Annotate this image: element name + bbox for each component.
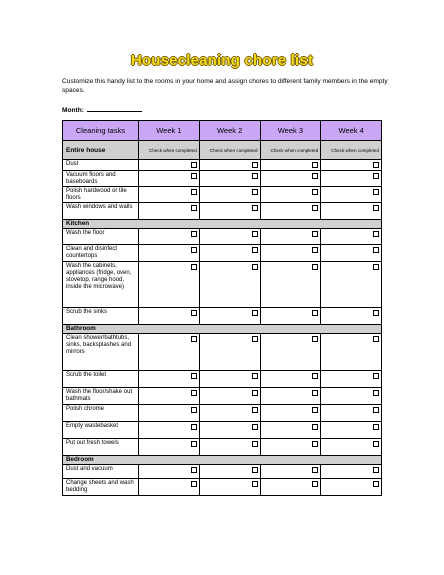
section-label: Kitchen [63, 219, 382, 228]
task-row [63, 404, 382, 421]
week-2-cell [199, 186, 260, 202]
header-week-2: Week 2 [199, 121, 260, 141]
checkbox[interactable] [252, 310, 258, 316]
week-4-cell [321, 438, 382, 455]
checkbox[interactable] [312, 189, 318, 195]
week-2-cell [199, 404, 260, 421]
week-3-cell [260, 464, 321, 478]
task-row [63, 421, 382, 438]
checkbox[interactable] [312, 231, 318, 237]
checkbox[interactable] [252, 424, 258, 430]
week-4-cell [321, 464, 382, 478]
checkbox[interactable] [252, 173, 258, 179]
header-week-3: Week 3 [260, 121, 321, 141]
section-row [63, 324, 382, 333]
checkbox[interactable] [252, 373, 258, 379]
task-row [63, 464, 382, 478]
checkbox[interactable] [373, 189, 379, 195]
task-label: Empty wastebasket [63, 421, 139, 438]
section-label: Bathroom [63, 324, 382, 333]
week-3-cell [260, 244, 321, 261]
section-label: Bedroom [63, 455, 382, 464]
week-4-cell [321, 261, 382, 307]
section-row-entire-house [63, 141, 382, 160]
week-4-cell [321, 307, 382, 324]
week-2-cell [199, 478, 260, 495]
month-field[interactable] [62, 105, 142, 114]
checkbox[interactable] [312, 173, 318, 179]
header-row [63, 121, 382, 141]
checkbox[interactable] [373, 264, 379, 270]
week-4-cell [321, 478, 382, 495]
checkbox[interactable] [191, 407, 197, 413]
week-3-cell [260, 160, 321, 171]
section-label: Entire house [63, 141, 139, 160]
week-1-cell [139, 438, 200, 455]
checkbox[interactable] [252, 231, 258, 237]
checkbox[interactable] [312, 162, 318, 168]
checkbox[interactable] [312, 336, 318, 342]
week-3-cell [260, 186, 321, 202]
checkbox[interactable] [191, 441, 197, 447]
week-2-cell [199, 261, 260, 307]
week-2-cell [199, 202, 260, 219]
task-row [63, 261, 382, 307]
check-when-completed-label: Check when completed [260, 141, 321, 160]
checkbox[interactable] [191, 467, 197, 473]
task-label: Scrub the toilet [63, 370, 139, 387]
month-blank-line[interactable] [87, 105, 142, 112]
week-2-cell [199, 387, 260, 404]
week-4-cell [321, 404, 382, 421]
checkbox[interactable] [373, 231, 379, 237]
task-row [63, 438, 382, 455]
checkbox[interactable] [312, 467, 318, 473]
checkbox[interactable] [252, 264, 258, 270]
week-2-cell [199, 333, 260, 370]
checkbox[interactable] [191, 162, 197, 168]
week-4-cell [321, 170, 382, 186]
week-3-cell [260, 370, 321, 387]
task-label: Wash the cabinets, appliances (fridge, oven, stovetop, range hood, inside the microwave) [63, 261, 139, 307]
checkbox[interactable] [312, 205, 318, 211]
checkbox[interactable] [312, 310, 318, 316]
checkbox[interactable] [312, 407, 318, 413]
checkbox[interactable] [191, 205, 197, 211]
week-1-cell [139, 202, 200, 219]
week-2-cell [199, 421, 260, 438]
task-label: Put out fresh towels [63, 438, 139, 455]
week-2-cell [199, 307, 260, 324]
checkbox[interactable] [373, 205, 379, 211]
week-1-cell [139, 261, 200, 307]
checkbox[interactable] [373, 424, 379, 430]
week-1-cell [139, 170, 200, 186]
week-1-cell [139, 370, 200, 387]
checkbox[interactable] [373, 481, 379, 487]
task-label: Vacuum floors and baseboards [63, 170, 139, 186]
week-1-cell [139, 160, 200, 171]
week-4-cell [321, 202, 382, 219]
week-3-cell [260, 261, 321, 307]
checkbox[interactable] [191, 173, 197, 179]
checkbox[interactable] [191, 247, 197, 253]
week-4-cell [321, 421, 382, 438]
week-1-cell [139, 244, 200, 261]
checkbox[interactable] [191, 189, 197, 195]
week-2-cell [199, 244, 260, 261]
week-2-cell [199, 170, 260, 186]
checkbox[interactable] [191, 390, 197, 396]
week-3-cell [260, 333, 321, 370]
check-when-completed-label: Check when completed [321, 141, 382, 160]
checkbox[interactable] [373, 310, 379, 316]
task-label: Dust and vacuum [63, 464, 139, 478]
checkbox[interactable] [373, 407, 379, 413]
week-1-cell [139, 404, 200, 421]
week-3-cell [260, 202, 321, 219]
week-3-cell [260, 478, 321, 495]
checkbox[interactable] [252, 481, 258, 487]
header-week-1: Week 1 [139, 121, 200, 141]
task-row [63, 244, 382, 261]
week-3-cell [260, 421, 321, 438]
checkbox[interactable] [373, 162, 379, 168]
checkbox[interactable] [252, 467, 258, 473]
checkbox[interactable] [312, 264, 318, 270]
task-row [63, 387, 382, 404]
checkbox[interactable] [191, 424, 197, 430]
check-when-completed-label: Check when completed [199, 141, 260, 160]
week-1-cell [139, 228, 200, 244]
task-label: Clean shower/bathtubs, sinks, backsplashes and mirrors [63, 333, 139, 370]
task-label: Polish hardwood or tile floors [63, 186, 139, 202]
checkbox[interactable] [373, 173, 379, 179]
chore-table [62, 120, 382, 496]
task-label: Clean and disinfect countertops [63, 244, 139, 261]
week-2-cell [199, 160, 260, 171]
week-1-cell [139, 333, 200, 370]
checkbox[interactable] [312, 441, 318, 447]
checkbox[interactable] [312, 390, 318, 396]
checkbox[interactable] [373, 247, 379, 253]
checkbox[interactable] [373, 373, 379, 379]
checkbox[interactable] [252, 162, 258, 168]
week-4-cell [321, 244, 382, 261]
task-label: Wash windows and walls [63, 202, 139, 219]
checkbox[interactable] [252, 205, 258, 211]
checkbox[interactable] [191, 336, 197, 342]
task-label: Scrub the sinks [63, 307, 139, 324]
checkbox[interactable] [373, 390, 379, 396]
checkbox[interactable] [191, 310, 197, 316]
week-1-cell [139, 307, 200, 324]
header-week-4: Week 4 [321, 121, 382, 141]
checkbox[interactable] [312, 247, 318, 253]
week-3-cell [260, 438, 321, 455]
checkbox[interactable] [191, 373, 197, 379]
week-4-cell [321, 370, 382, 387]
week-1-cell [139, 421, 200, 438]
checkbox[interactable] [191, 481, 197, 487]
checkbox[interactable] [373, 336, 379, 342]
checkbox[interactable] [312, 424, 318, 430]
week-4-cell [321, 160, 382, 171]
task-row [63, 307, 382, 324]
week-2-cell [199, 370, 260, 387]
checkbox[interactable] [252, 336, 258, 342]
checkbox[interactable] [252, 247, 258, 253]
checkbox[interactable] [373, 441, 379, 447]
checkbox[interactable] [252, 407, 258, 413]
check-when-completed-label: Check when completed [139, 141, 200, 160]
checkbox[interactable] [312, 373, 318, 379]
week-1-cell [139, 186, 200, 202]
task-row [63, 478, 382, 495]
week-4-cell [321, 333, 382, 370]
checkbox[interactable] [252, 441, 258, 447]
week-2-cell [199, 464, 260, 478]
checkbox[interactable] [252, 390, 258, 396]
task-label: Dust [63, 160, 139, 171]
checkbox[interactable] [191, 264, 197, 270]
checkbox[interactable] [191, 231, 197, 237]
checkbox[interactable] [312, 481, 318, 487]
section-row [63, 219, 382, 228]
week-2-cell [199, 438, 260, 455]
task-row [63, 186, 382, 202]
task-label: Wash the floor/shake out bathmats [63, 387, 139, 404]
week-3-cell [260, 170, 321, 186]
month-label: Month: [62, 107, 84, 114]
task-row [63, 333, 382, 370]
week-4-cell [321, 387, 382, 404]
week-4-cell [321, 186, 382, 202]
task-label: Polish chrome [63, 404, 139, 421]
task-label: Change sheets and wash bedding [63, 478, 139, 495]
week-1-cell [139, 464, 200, 478]
task-row [63, 228, 382, 244]
week-3-cell [260, 387, 321, 404]
task-row [63, 370, 382, 387]
week-1-cell [139, 387, 200, 404]
checkbox[interactable] [373, 467, 379, 473]
task-label: Wash the floor [63, 228, 139, 244]
week-3-cell [260, 307, 321, 324]
week-2-cell [199, 228, 260, 244]
header-cleaning-tasks: Cleaning tasks [63, 121, 139, 141]
task-row [63, 160, 382, 171]
task-row [63, 202, 382, 219]
week-4-cell [321, 228, 382, 244]
task-row [63, 170, 382, 186]
checkbox[interactable] [252, 189, 258, 195]
intro-text: Customize this handy list to the rooms in your home and assign chores to different family members in the empty spaces. [62, 78, 388, 94]
week-3-cell [260, 228, 321, 244]
week-3-cell [260, 404, 321, 421]
section-row [63, 455, 382, 464]
page-title: Housecleaning chore list [130, 52, 314, 69]
week-1-cell [139, 478, 200, 495]
